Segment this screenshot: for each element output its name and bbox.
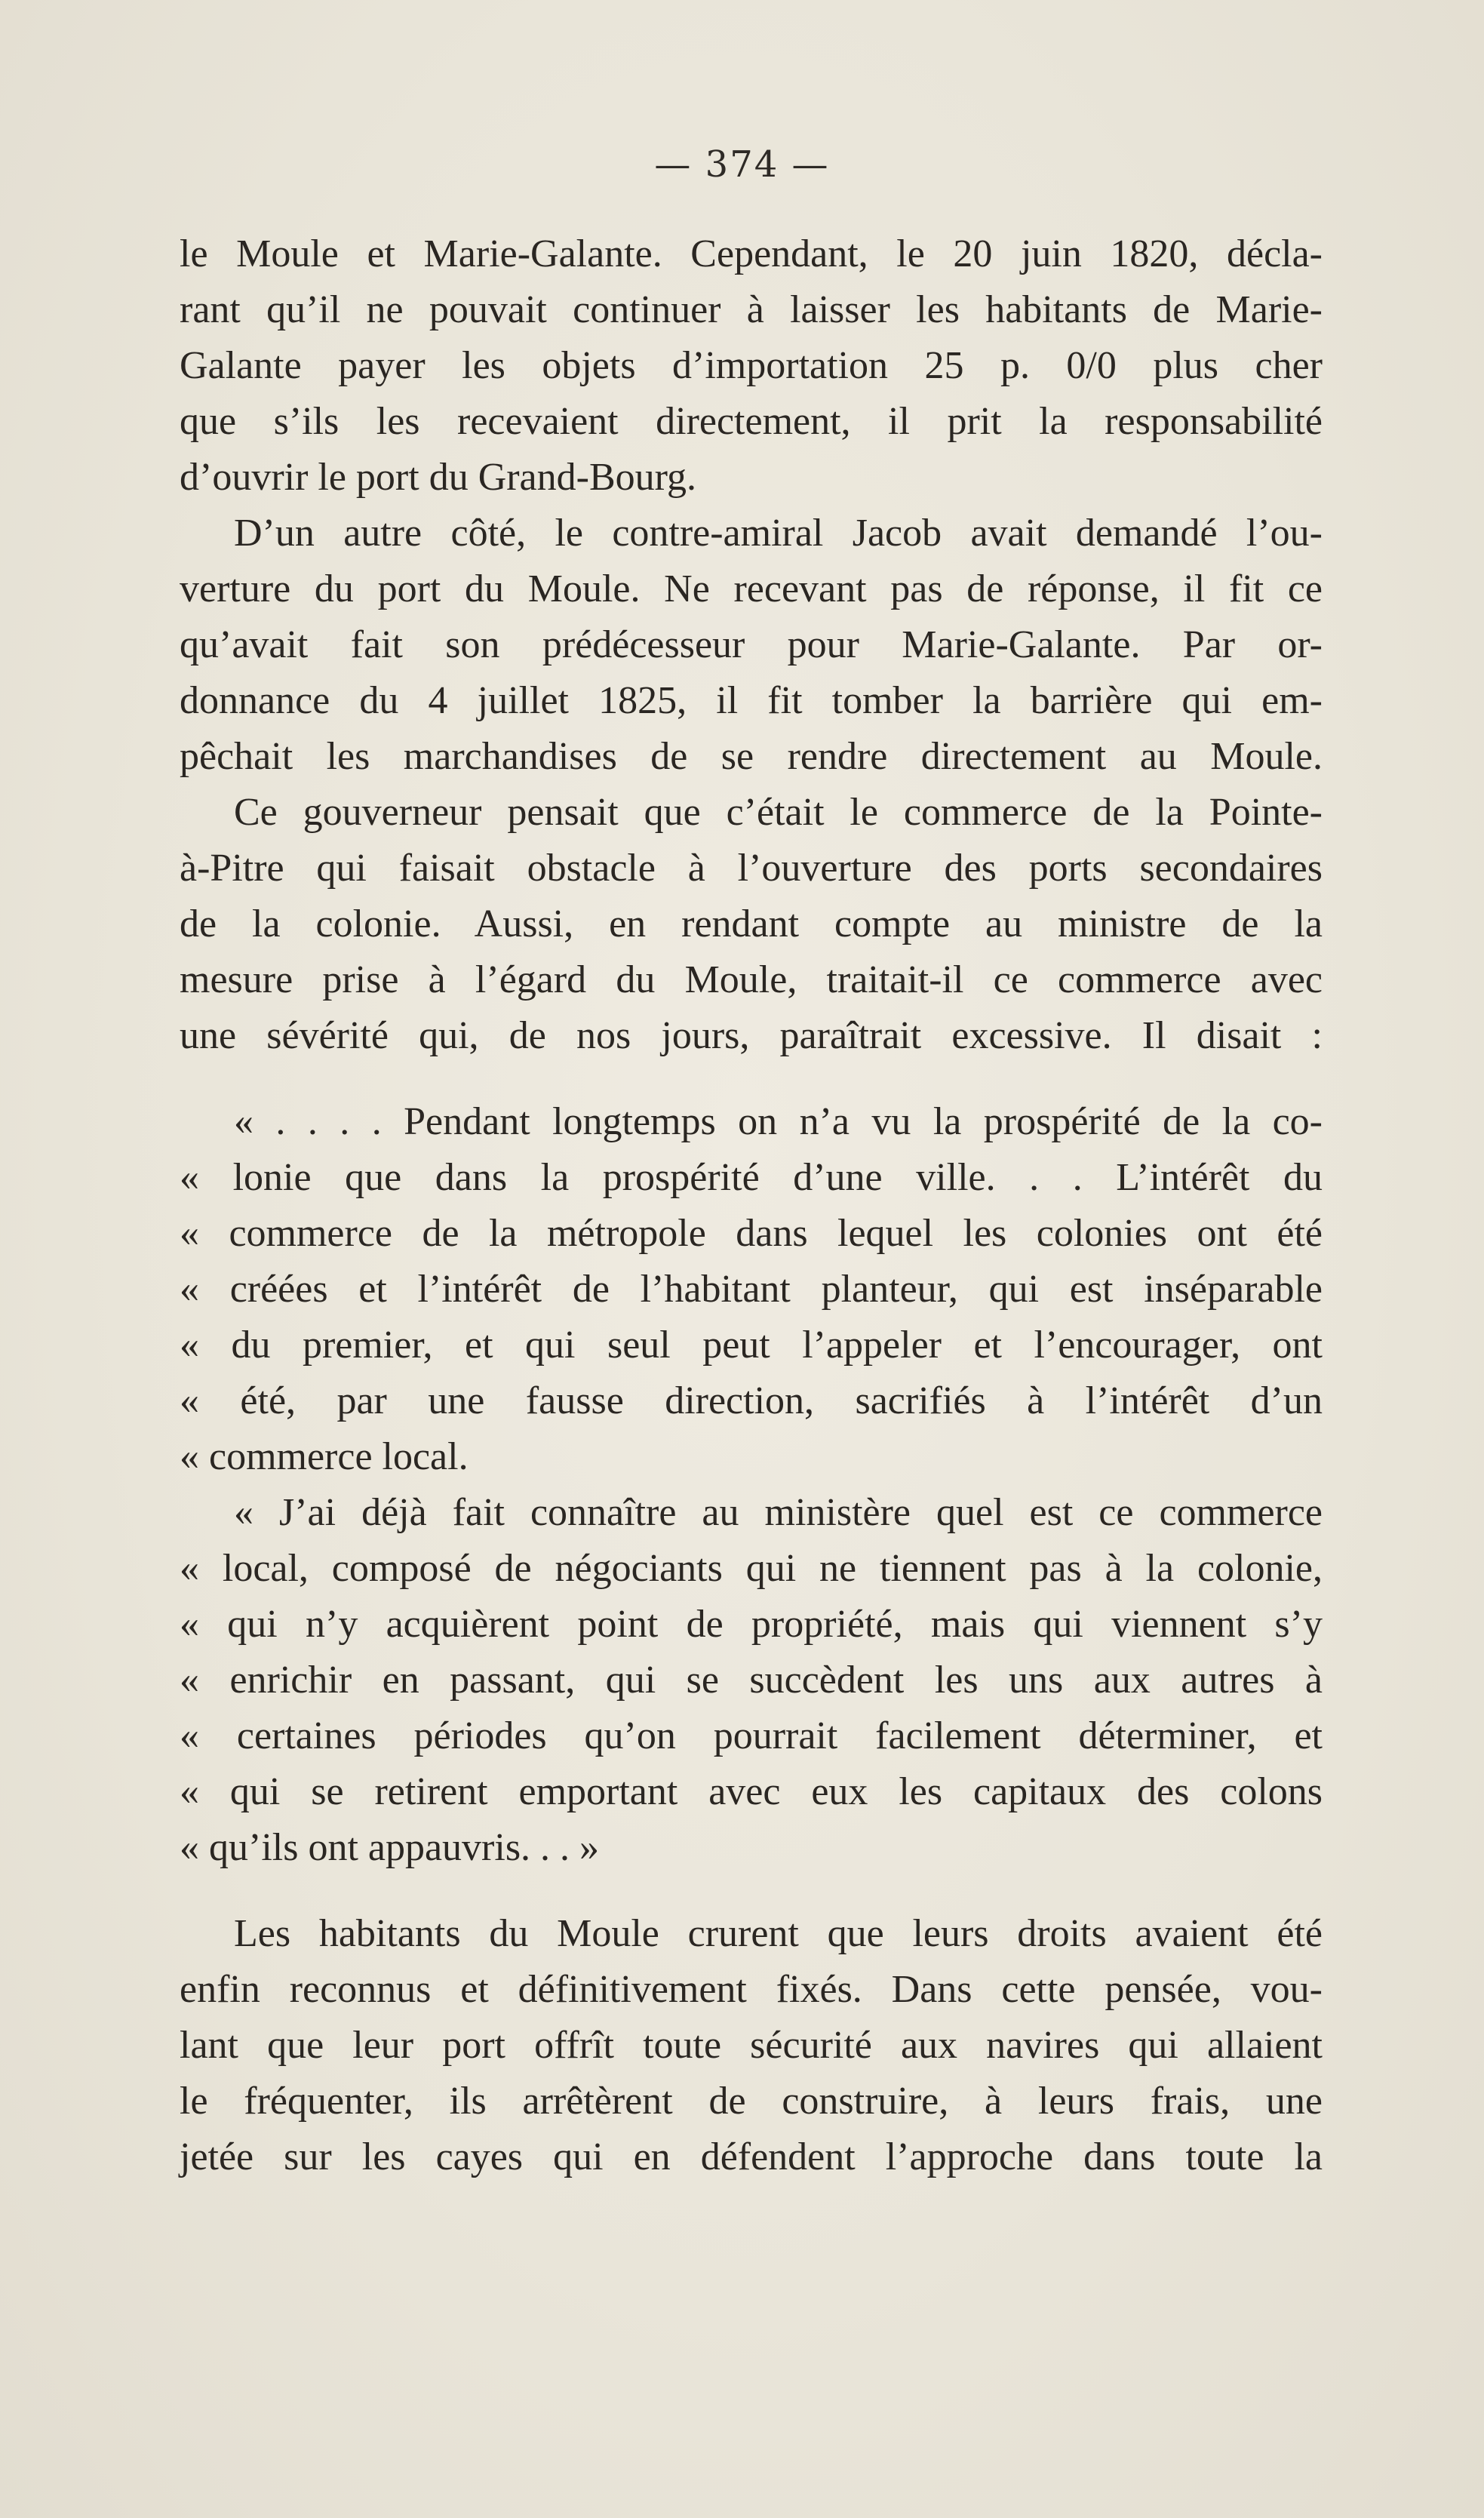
- text-line: donnance du 4 juillet 1825, il fit tomber la barrière qui em-: [180, 679, 1323, 722]
- body-text: [180, 226, 1323, 2185]
- quote-line: « lonie que dans la prospérité d’une ville. . . L’intérêt du: [180, 1156, 1323, 1199]
- text-line: une sévérité qui, de nos jours, paraîtrait excessive. Il disait :: [180, 1014, 1323, 1057]
- paragraph-4: [180, 1906, 1323, 2185]
- text-line: d’ouvrir le port du Grand-Bourg.: [180, 456, 697, 499]
- paragraph-2: [180, 506, 1323, 785]
- quote-line: « . . . . Pendant longtemps on n’a vu la prospérité de la co-: [234, 1100, 1323, 1143]
- text-line: mesure prise à l’égard du Moule, traitait-il ce commerce avec: [180, 958, 1323, 1001]
- quote-line: « qui n’y acquièrent point de propriété, mais qui viennent s’y: [180, 1603, 1323, 1646]
- quote-line: « enrichir en passant, qui se succèdent les uns aux autres à: [180, 1659, 1323, 1702]
- quote-line: « J’ai déjà fait connaître au ministère quel est ce commerce: [234, 1491, 1323, 1534]
- quote-line: « commerce de la métropole dans lequel les colonies ont été: [180, 1212, 1323, 1255]
- text-line: que s’ils les recevaient directement, il prit la responsabilité: [180, 400, 1323, 443]
- text-line: lant que leur port offrît toute sécurité aux navires qui allaient: [180, 2024, 1323, 2067]
- text-line: Ce gouverneur pensait que c’était le commerce de la Pointe-: [234, 791, 1323, 834]
- text-line: le fréquenter, ils arrêtèrent de construire, à leurs frais, une: [180, 2080, 1323, 2123]
- quote-line: « commerce local.: [180, 1435, 469, 1478]
- quote-line: « local, composé de négociants qui ne tiennent pas à la colonie,: [180, 1547, 1323, 1590]
- text-line: enfin reconnus et définitivement fixés. Dans cette pensée, vou-: [180, 1968, 1323, 2011]
- paragraph-3: [180, 785, 1323, 1064]
- text-line: à-Pitre qui faisait obstacle à l’ouverture des ports secondaires: [180, 847, 1323, 890]
- text-line: de la colonie. Aussi, en rendant compte au ministre de la: [180, 902, 1323, 945]
- paragraph-1: [180, 226, 1323, 506]
- quote-line: « qui se retirent emportant avec eux les capitaux des colons: [180, 1770, 1323, 1813]
- text-line: Les habitants du Moule crurent que leurs droits avaient été: [234, 1912, 1323, 1955]
- text-line: Galante payer les objets d’importation 25 p. 0/0 plus cher: [180, 344, 1323, 387]
- quote-line: « qu’ils ont appauvris. . . »: [180, 1826, 600, 1869]
- spacer: [180, 1876, 1323, 1906]
- text-line: le Moule et Marie-Galante. Cependant, le 20 juin 1820, décla-: [180, 232, 1323, 275]
- quote-line: « été, par une fausse direction, sacrifiés à l’intérêt d’un: [180, 1379, 1323, 1422]
- text-line: qu’avait fait son prédécesseur pour Marie-Galante. Par or-: [180, 623, 1323, 666]
- text-line: pêchait les marchandises de se rendre directement au Moule.: [180, 735, 1323, 778]
- quote-line: « certaines périodes qu’on pourrait facilement déterminer, et: [180, 1714, 1323, 1757]
- quote-line: « créées et l’intérêt de l’habitant planteur, qui est inséparable: [180, 1268, 1323, 1311]
- quotation-2: [180, 1485, 1323, 1876]
- spacer: [180, 1064, 1323, 1094]
- text-line: verture du port du Moule. Ne recevant pas de réponse, il fit ce: [180, 567, 1323, 610]
- page-number: — 374 —: [654, 143, 830, 186]
- text-line: rant qu’il ne pouvait continuer à laisser les habitants de Marie-: [180, 288, 1323, 331]
- quote-line: « du premier, et qui seul peut l’appeler et l’encourager, ont: [180, 1324, 1323, 1367]
- text-line: jetée sur les cayes qui en défendent l’approche dans toute la: [180, 2135, 1323, 2178]
- quotation-1: [180, 1094, 1323, 1485]
- text-line: D’un autre côté, le contre-amiral Jacob avait demandé l’ou-: [234, 512, 1323, 555]
